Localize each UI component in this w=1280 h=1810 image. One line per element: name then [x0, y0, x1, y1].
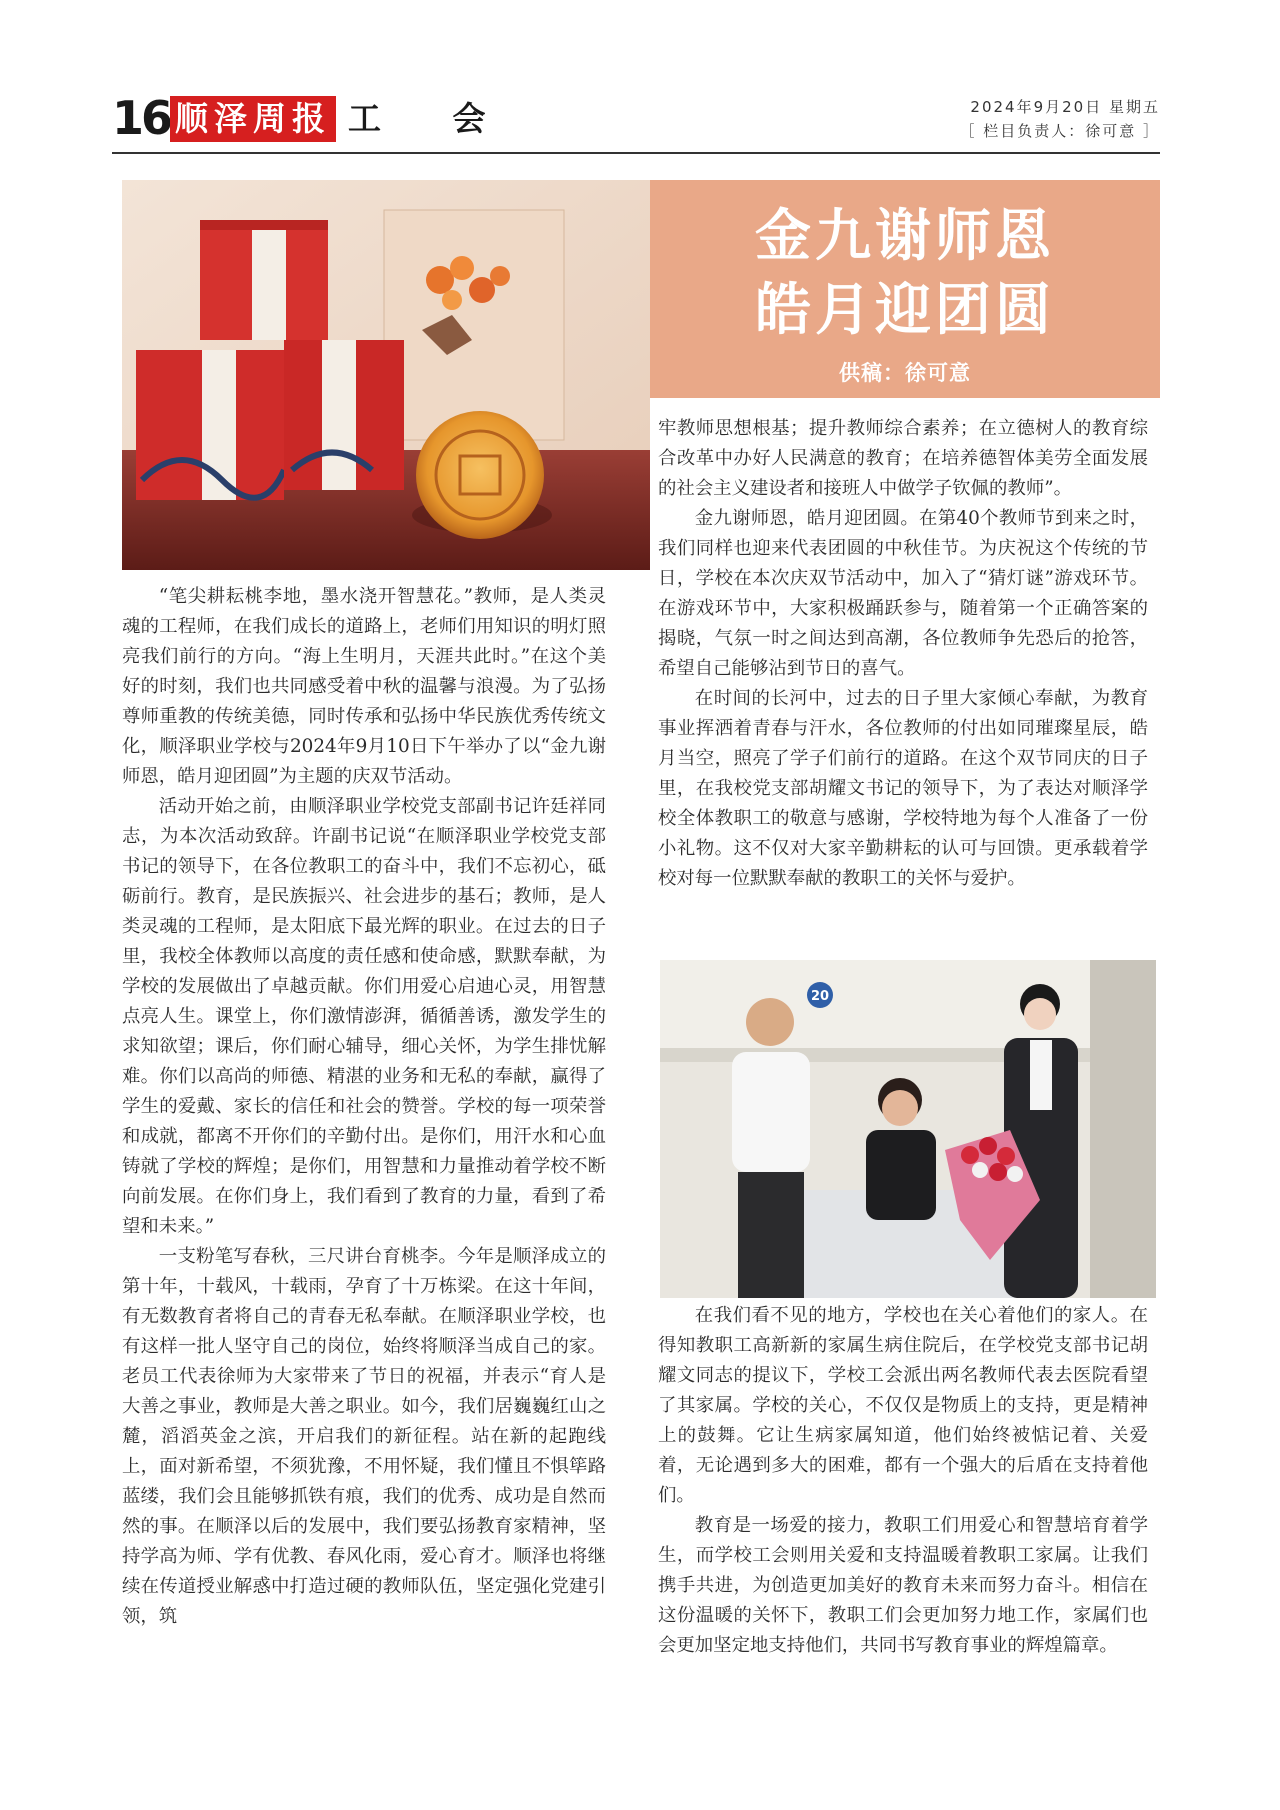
masthead-divider — [112, 152, 1160, 154]
issue-date: 2024年9月20日 星期五 — [970, 98, 1160, 116]
article-title-block — [650, 180, 1160, 398]
article-title-line-2: 皓月迎团圆 — [755, 278, 1055, 343]
hospital-visit-photo — [660, 960, 1156, 1298]
article-paragraph: 牢教师思想根基；提升教师综合素养；在立德树人的教育综合改革中办好人民满意的教育；在培养德智体美劳全面发展的社会主义建设者和接班人中做学子钦佩的教师”。 — [658, 418, 1148, 499]
article-paragraph: 一支粉笔写春秋，三尺讲台育桃李。今年是顺泽成立的第十年，十载风，十载雨，孕育了十万栋梁。在这十年间，有无数教育者将自己的青春无私奉献。在顺泽职业学校，也有这样一批人坚守自己的岗位，始终将顺泽当成自己的家。老员工代表徐师为大家带来了节日的祝福，并表示“育人是大善之事业，教师是大善之职业。如今，我们居巍巍红山之麓，滔滔英金之滨，开启我们的新征程。站在新的起跑线上，面对新希望，不须犹豫，不用怀疑，我们懂且不惧筚路蓝缕，我们会且能够抓铁有痕，我们的优秀、成功是自然而然的事。在顺泽以后的发展中，我们要弘扬教育家精神，坚持学高为师、学有优教、春风化雨，爱心育才。顺泽也将继续在传道授业解惑中打造过硬的教师队伍，坚定强化党建引领，筑 — [122, 1246, 606, 1627]
article-paragraph: 活动开始之前，由顺泽职业学校党支部副书记许廷祥同志，为本次活动致辞。许副书记说“在顺泽职业学校党支部书记的领导下，在各位教职工的奋斗中，我们不忘初心，砥砺前行。教育，是民族振兴、社会进步的基石；教师，是人类灵魂的工程师，是太阳底下最光辉的职业。在过去的日子里，我校全体教师以高度的责任感和使命感，默默奉献，为学校的发展做出了卓越贡献。你们用爱心启迪心灵，用智慧点亮人生。课堂上，你们激情澎湃，循循善诱，激发学生的求知欲望；课后，你们耐心辅导，细心关怀，为学生排忧解难。你们以高尚的师德、精湛的业务和无私的奉献，赢得了学生的爱戴、家长的信任和社会的赞誉。学校的每一项荣誉和成就，都离不开你们的辛勤付出。是你们，用汗水和心血铸就了学校的辉煌；是你们，用智慧和力量推动着学校不断向前发展。在你们身上，我们看到了教育的力量，看到了希望和未来。” — [122, 796, 606, 1237]
gift-box-bottom-right — [284, 340, 404, 490]
page-number: 16 — [112, 91, 171, 145]
article-paragraph: 在时间的长河中，过去的日子里大家倾心奉献，为教育事业挥洒着青春与汗水，各位教师的付出如同璀璨星辰，皓月当空，照亮了学子们前行的道路。在这个双节同庆的日子里，在我校党支部胡耀文书记的领导下，为了表达对顺泽学校全体教职工的敬意与感谢，学校特地为每个人准备了一份小礼物。这不仅对大家辛勤耕耘的认可与回馈。更承载着学校对每一位默默奉献的教职工的关怀与爱护。 — [658, 688, 1148, 889]
article-paragraph: 在我们看不见的地方，学校也在关心着他们的家人。在得知教职工高新新的家属生病住院后，在学校党支部书记胡耀文同志的提议下，学校工会派出两名教师代表去医院看望了其家属。学校的关心，不仅仅是物质上的支持，更是精神上的鼓舞。它让生病家属知道，他们始终被惦记着、关爱着，无论遇到多大的困难，都有一个强大的后盾在支持着他们。 — [658, 1305, 1148, 1506]
newspaper-name: 顺泽周报 — [170, 96, 336, 142]
article-title-line-1: 金九谢师恩 — [755, 204, 1055, 269]
column-editor: ［ 栏目负责人：徐可意 ］ — [959, 122, 1160, 140]
article-paragraph: 教育是一场爱的接力，教职工们用爱心和智慧培育着学生，而学校工会则用关爱和支持温暖着教职工家属。让我们携手共进，为创造更加美好的教育未来而努力奋斗。相信在这份温暖的关怀下，教职工们会更加努力地工作，家属们也会更加坚定地支持他们，共同书写教育事业的辉煌篇章。 — [658, 1515, 1148, 1656]
article-left-column — [122, 582, 606, 1632]
article-right-column-top — [658, 414, 1148, 894]
article-byline: 供稿：徐可意 — [839, 361, 971, 385]
article-right-column-bottom — [658, 1301, 1148, 1661]
room-number-text: 20 — [810, 989, 830, 1004]
article-paragraph: 金九谢师恩，皓月迎团圆。在第40个教师节到来之时，我们同样也迎来代表团圆的中秋佳节。为庆祝这个传统的节日，学校在本次庆双节活动中，加入了“猜灯谜”游戏环节。在游戏环节中，大家积极踊跃参与，随着第一个正确答案的揭晓，气氛一时之间达到高潮，各位教师争先恐后的抢答，希望自己能够沾到节日的喜气。 — [658, 508, 1148, 679]
section-name: 工 会 — [348, 99, 516, 138]
article-paragraph: “笔尖耕耘桃李地，墨水浇开智慧花。”教师，是人类灵魂的工程师，在我们成长的道路上，老师们用知识的明灯照亮我们前行的方向。“海上生明月，天涯共此时。”在这个美好的时刻，我们也共同感受着中秋的温馨与浪漫。为了弘扬尊师重教的传统美德，同时传承和弘扬中华民族优秀传统文化，顺泽职业学校与2024年9月10日下午举办了以“金九谢师恩，皓月迎团圆”为主题的庆双节活动。 — [122, 586, 606, 787]
gift-box-top — [200, 220, 328, 340]
gift-box-bottom-left — [136, 350, 284, 500]
gift-boxes-mooncake-photo — [122, 180, 650, 570]
room-number-badge — [807, 982, 833, 1008]
